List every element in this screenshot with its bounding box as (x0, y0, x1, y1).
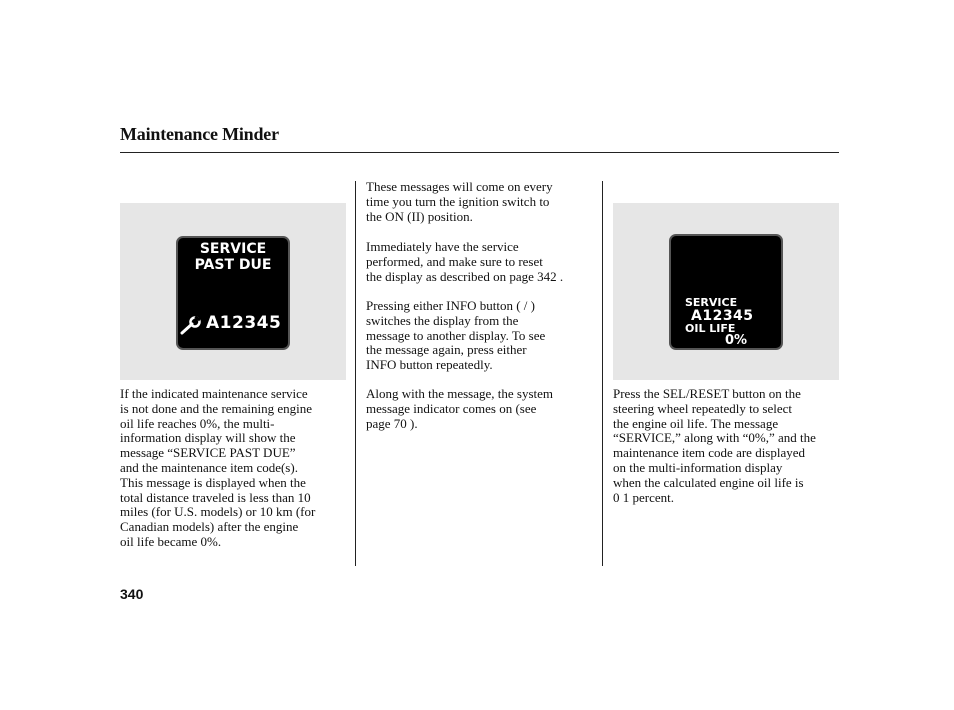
col2-paragraph-3: Pressing either INFO button ( / ) switches the display from the message to another display. To see the message again, press either INFO button repeatedly. (366, 298, 546, 373)
col2-paragraph-1: These messages will come on every time you turn the ignition switch to the ON (II) position. (366, 179, 553, 224)
title-rule (120, 152, 839, 153)
multi-info-display-right (669, 234, 783, 350)
display-maintenance-code: A12345 (691, 308, 754, 324)
page-title: Maintenance Minder (120, 124, 279, 144)
display-past-due-text: PAST DUE (194, 257, 272, 273)
wrench-icon (180, 316, 202, 336)
column-divider-1 (355, 181, 356, 566)
display-maintenance-code: A12345 (206, 313, 282, 333)
multi-info-display-left (176, 236, 290, 350)
col1-paragraph: If the indicated maintenance service is not done and the remaining engine oil life reaches 0%, the multi- information display will show the message “SERVICE PAST DUE” and the maintenance item code(s). This message is displayed when the total distance traveled is less than 10 miles (for U.S. models) or 10 km (for Canadian models) after the engine oil life became 0%. (120, 386, 316, 549)
service-oil-life-illustration (613, 203, 839, 380)
display-oil-life-percent: 0% (725, 333, 748, 348)
display-service-text: SERVICE (685, 296, 738, 309)
service-past-due-illustration (120, 203, 346, 380)
display-oil-life-text: OIL LIFE (685, 322, 736, 335)
col3-paragraph: Press the SEL/RESET button on the steering wheel repeatedly to select the engine oil life. The message “SERVICE,” along with “0%,” and the maintenance item code are displayed on the multi-information display when the calculated engine oil life is 0 1 percent. (613, 386, 816, 505)
col2-paragraph-4: Along with the message, the system message indicator comes on (see page 70 ). (366, 386, 554, 431)
col2-paragraph-2: Immediately have the service performed, and make sure to reset the display as described on page 342 . (366, 239, 564, 284)
page-number: 340 (120, 586, 144, 602)
display-service-text: SERVICE (199, 241, 267, 257)
column-divider-2 (602, 181, 603, 566)
